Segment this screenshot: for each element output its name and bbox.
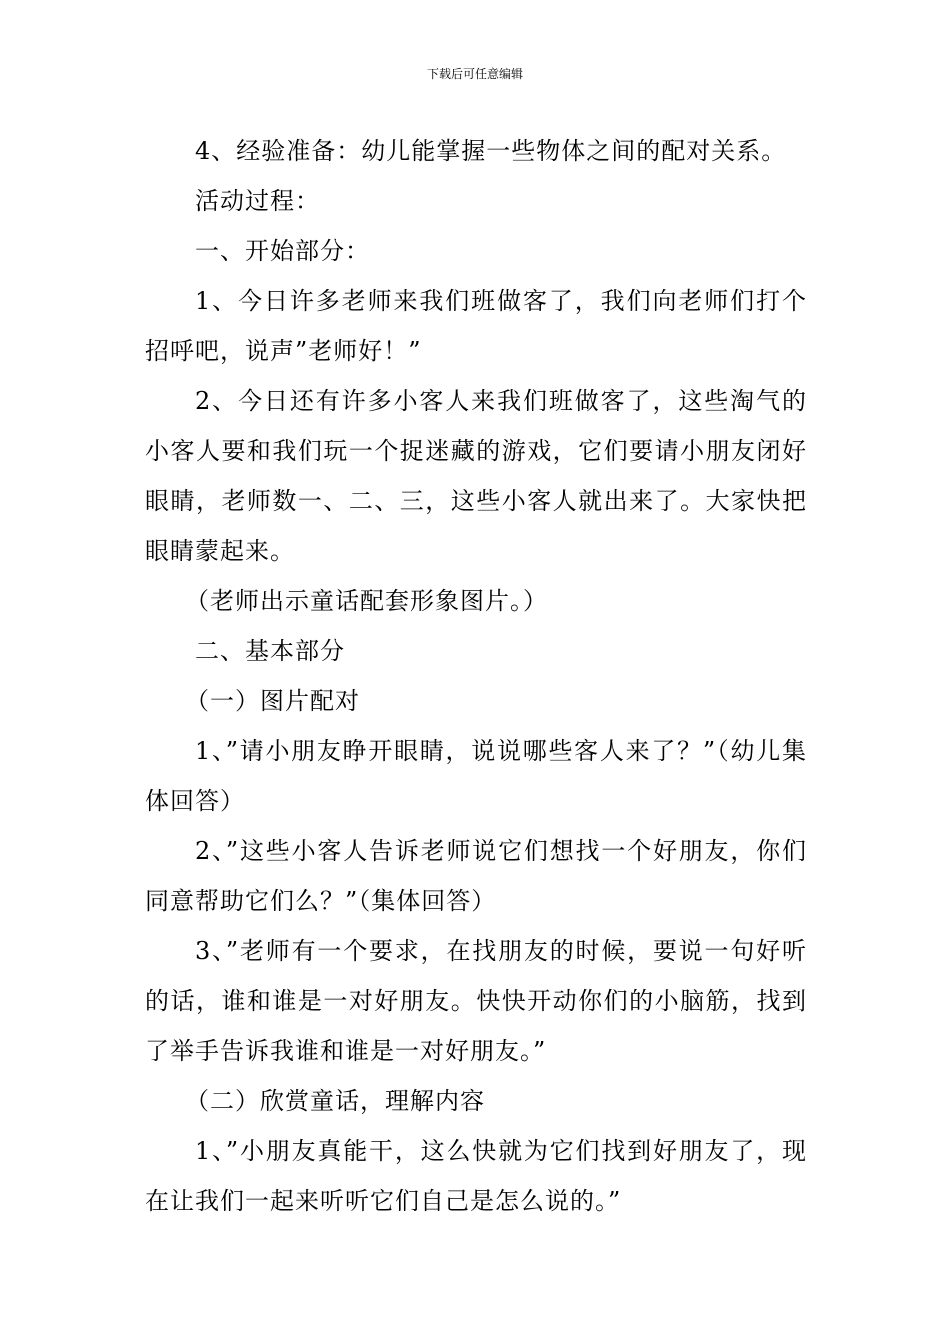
paragraph-teacher-request: 3、”老师有一个要求，在找朋友的时候，要说一句好听的话，谁和谁是一对好朋友。快快开动你们的小脑筋，找到了举手告诉我谁和谁是一对好朋友。” <box>145 937 807 1065</box>
paragraph-appreciate-story: （二）欣赏童话，理解内容 <box>185 1087 485 1115</box>
paragraph-activity-process: 活动过程： <box>195 187 320 215</box>
paragraph-experience-prep: 4、经验准备：幼儿能掌握一些物体之间的配对关系。 <box>195 137 787 165</box>
paragraph-section-basic: 二、基本部分 <box>195 637 345 665</box>
page-header-note: 下载后可任意编辑 <box>426 67 523 81</box>
paragraph-show-pictures: （老师出示童话配套形象图片。） <box>185 587 548 615</box>
paragraph-greet-teachers: 1、今日许多老师来我们班做客了，我们向老师们打个招呼吧，说声”老师好！” <box>145 287 807 365</box>
paragraph-find-friend: 2、”这些小客人告诉老师说它们想找一个好朋友，你们同意帮助它们么？”（集体回答） <box>145 837 807 915</box>
paragraph-listen-story: 1、”小朋友真能干，这么快就为它们找到好朋友了，现在让我们一起来听听它们自己是怎么说的。” <box>145 1137 807 1215</box>
paragraph-hide-and-seek: 2、今日还有许多小客人来我们班做客了，这些淘气的小客人要和我们玩一个捉迷藏的游戏，它们要请小朋友闭好眼睛，老师数一、二、三，这些小客人就出来了。大家快把眼睛蒙起来。 <box>145 387 807 565</box>
paragraph-picture-matching: （一）图片配对 <box>185 687 360 715</box>
document-body <box>145 126 807 1226</box>
paragraph-section-start: 一、开始部分： <box>195 237 370 265</box>
paragraph-open-eyes: 1、”请小朋友睁开眼睛，说说哪些客人来了？”（幼儿集体回答） <box>145 737 807 815</box>
